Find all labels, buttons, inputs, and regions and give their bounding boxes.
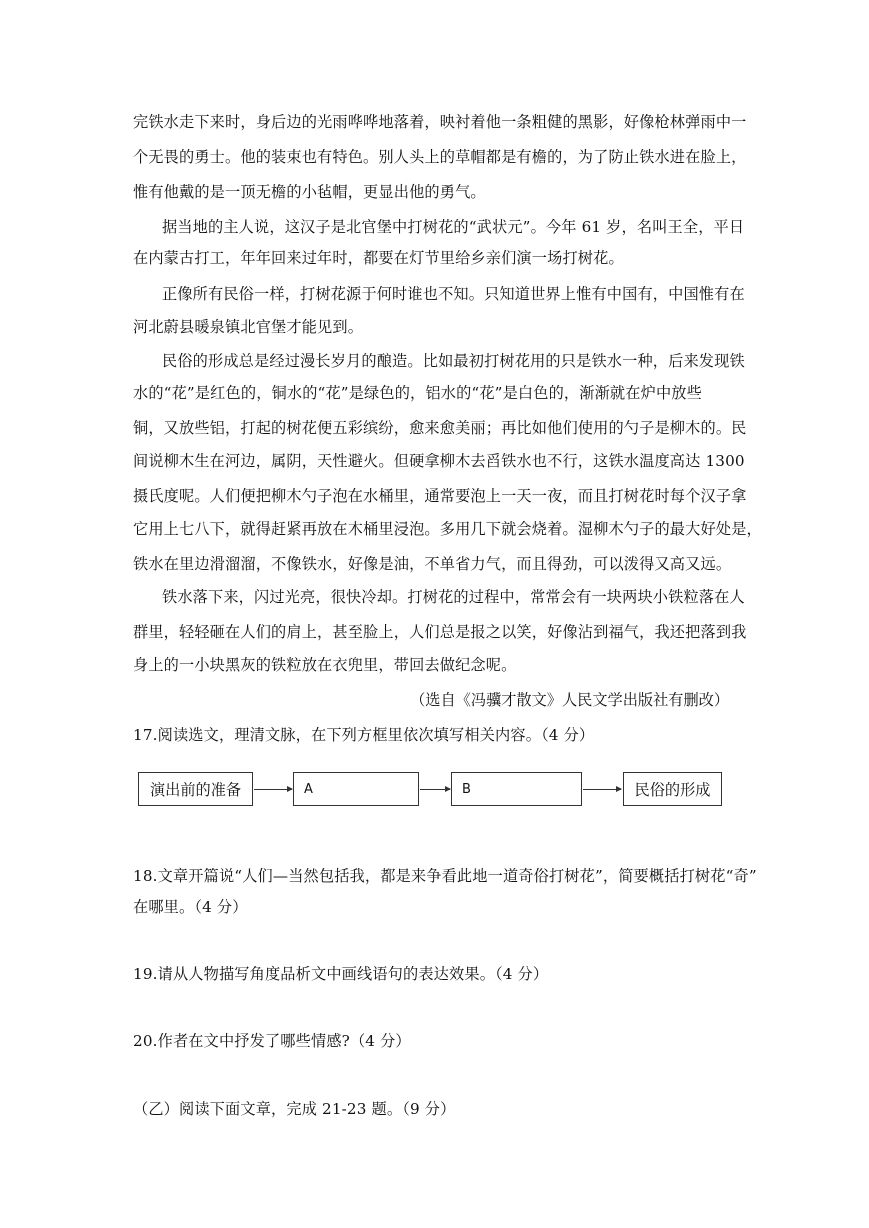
passage-line: 铜，又放些铝，打起的树花便五彩缤纷，愈来愈美丽；再比如他们使用的勺子是柳木的。民 — [133, 419, 747, 437]
question-18-cont: 在哪里。（4 分） — [133, 898, 248, 916]
passage-source: （选自《冯骥才散文》人民文学出版社有删改） — [410, 691, 729, 709]
passage-line: 据当地的主人说，这汉子是北官堡中打树花的“武状元”。今年 61 岁，名叫王全，平日 — [162, 218, 745, 236]
passage-line: 河北蔚县暖泉镇北官堡才能见到。 — [133, 318, 364, 336]
passage-line: 它用上七八下，就得赶紧再放在木桶里浸泡。多用几下就会烧着。湿柳木勺子的最大好处是， — [133, 520, 762, 538]
flowchart-box-a: A — [293, 772, 419, 806]
question-20: 20.作者在文中抒发了哪些情感?（4 分） — [133, 1032, 411, 1050]
part-b-heading: （乙）阅读下面文章，完成 21-23 题。（9 分） — [133, 1100, 456, 1118]
passage-line: 正像所有民俗一样，打树花源于何时谁也不知。只知道世界上惟有中国有，中国惟有在 — [162, 285, 745, 303]
passage-line: 个无畏的勇士。他的装束也有特色。别人头上的草帽都是有檐的，为了防止铁水进在脸上， — [133, 148, 747, 166]
arrow-icon — [583, 789, 621, 790]
passage-line: 身上的一小块黑灰的铁粒放在衣兜里，带回去做纪念呢。 — [133, 656, 517, 674]
arrow-icon — [254, 789, 292, 790]
passage-line: 间说柳木生在河边，属阴，天性避火。但硬拿柳木去舀铁水也不行，这铁水温度高达 1300 — [133, 452, 745, 470]
passage-line: 摄氏度呢。人们便把柳木勺子泡在水桶里，通常要泡上一天一夜，而且打树花时每个汉子拿 — [133, 487, 747, 505]
question-19: 19.请从人物描写角度品析文中画线语句的表达效果。（4 分） — [133, 965, 549, 983]
question-18: 18.文章开篇说“人们—当然包括我，都是来争看此地一道奇俗打树花”，简要概括打树花“奇” — [133, 867, 757, 885]
flowchart-box-preparation: 演出前的准备 — [138, 772, 253, 806]
passage-line: 群里，轻轻砸在人们的肩上，甚至脸上，人们总是报之以笑，好像沾到福气，我还把落到我 — [133, 623, 747, 641]
passage-line: 惟有他戴的是一顶无檐的小毡帽，更显出他的勇气。 — [133, 183, 486, 201]
passage-line: 水的“花”是红色的，铜水的“花”是绿色的，铝水的“花”是白色的，渐渐就在炉中放些 — [133, 384, 702, 402]
question-17: 17.阅读选文，理清文脉，在下列方框里依次填写相关内容。（4 分） — [133, 726, 595, 744]
passage-line: 铁水在里边滑溜溜，不像铁水，好像是油，不单省力气，而且得劲，可以泼得又高又远。 — [133, 555, 732, 573]
flowchart-box-b: B — [451, 772, 582, 806]
passage-line: 民俗的形成总是经过漫长岁月的酿造。比如最初打树花用的只是铁水一种，后来发现铁 — [162, 352, 745, 370]
arrow-icon — [420, 789, 450, 790]
passage-line: 在内蒙古打工，年年回来过年时，都要在灯节里给乡亲们演一场打树花。 — [133, 249, 624, 267]
flowchart-box-custom-formation: 民俗的形成 — [623, 772, 722, 806]
passage-line: 铁水落下来，闪过光亮，很快冷却。打树花的过程中，常常会有一块两块小铁粒落在人 — [162, 588, 745, 606]
passage-line: 完铁水走下来时，身后边的光雨哗哗地落着，映衬着他一条粗健的黑影，好像枪林弹雨中一 — [133, 113, 747, 131]
